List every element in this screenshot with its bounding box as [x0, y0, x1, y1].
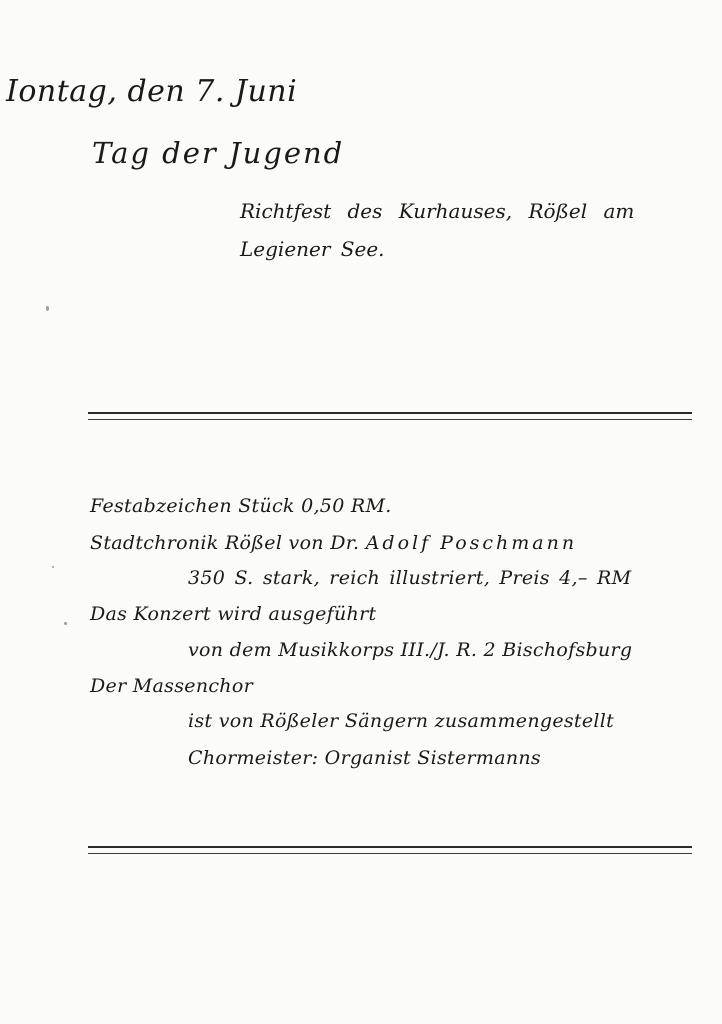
concert-intro-line: Das Konzert wird ausgeführt: [90, 603, 377, 625]
chronicle-line: [90, 532, 577, 554]
date-heading: Iontag, den 7. Juni: [6, 74, 298, 109]
divider-top: [88, 412, 692, 420]
concert-band-line: von dem Musikkorps III./J. R. 2 Bischofsburg: [188, 639, 633, 661]
choir-intro-line: Der Massenchor: [90, 675, 253, 697]
choir-master-line: Chormeister: Organist Sistermanns: [188, 747, 541, 769]
divider-bottom: [88, 846, 692, 854]
badge-price-line: Festabzeichen Stück 0,50 RM.: [90, 495, 392, 517]
scan-speck: [52, 566, 54, 568]
chronicle-details-line: 350 S. stark, reich illustriert, Preis 4,– RM: [188, 567, 632, 589]
event-line-1: Richtfest des Kurhauses, Rößel am: [240, 199, 635, 223]
chronicle-author: Adolf Poschmann: [365, 532, 578, 554]
scan-speck: [46, 306, 49, 311]
event-line-2: Legiener See.: [240, 237, 385, 261]
choir-origin-line: ist von Rößeler Sängern zusammengestellt: [188, 710, 615, 732]
chronicle-prefix: Stadtchronik Rößel von Dr.: [90, 532, 366, 554]
scan-speck: [64, 622, 67, 625]
day-title: Tag der Jugend: [92, 136, 345, 170]
